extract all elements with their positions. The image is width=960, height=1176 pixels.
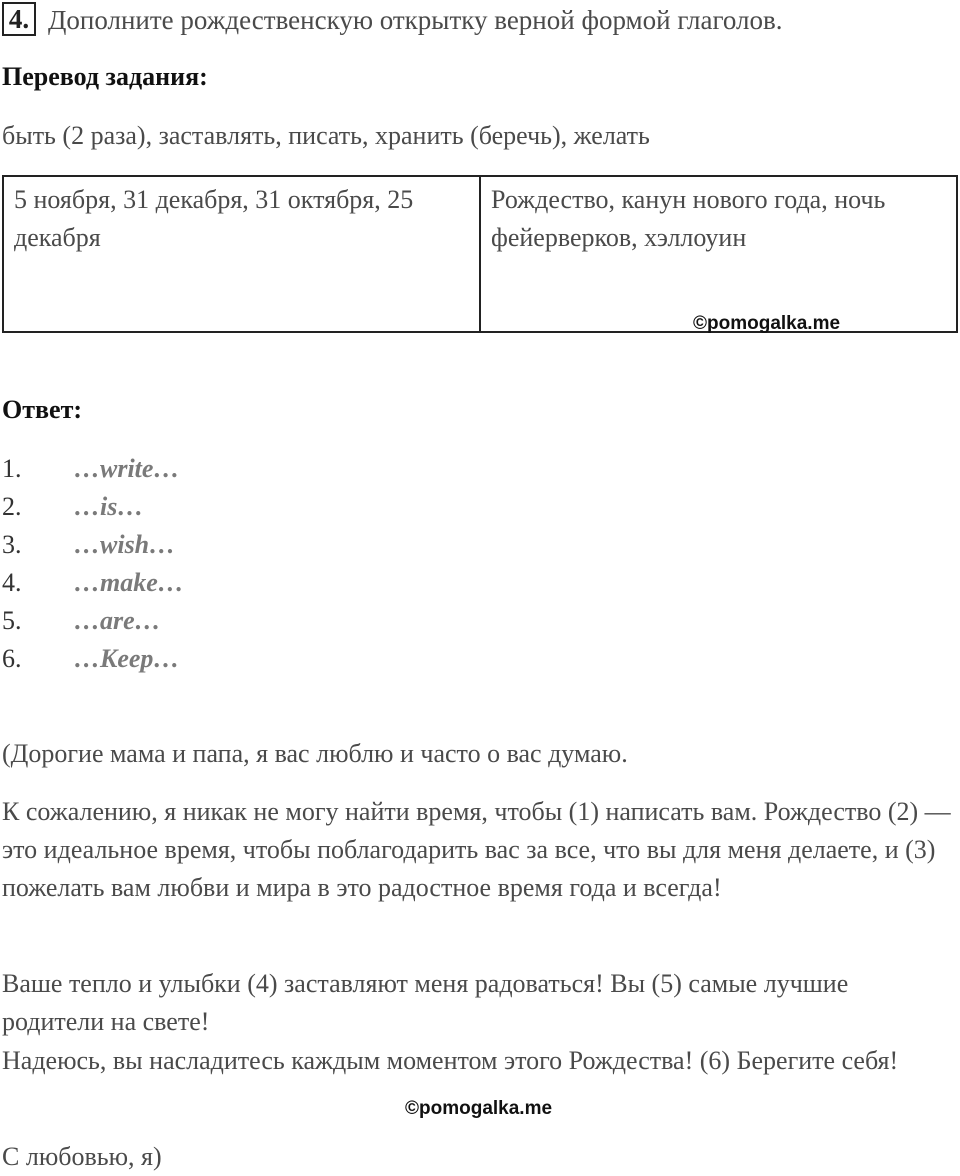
letter-signoff: С любовью, я) (2, 1142, 162, 1171)
letter-paragraph-3: Надеюсь, вы насладитесь каждым моментом этого Рождества! (6) Берегите себя! (2, 1046, 899, 1075)
task-number-box: 4. (2, 2, 36, 36)
letter-paragraph-2: Ваше тепло и улыбки (4) заставляют меня радоваться! Вы (5) самые лучшие родители на свете! (2, 969, 849, 1036)
watermark: ©pomogalka.me (693, 313, 841, 334)
list-item: 6. …Keep… (2, 644, 180, 673)
list-item: 4. …make… (2, 568, 184, 597)
list-item: 3. …wish… (2, 530, 176, 559)
holidays-text: Рождество, канун нового года, ночь фейерверков, хэллоуин (491, 185, 886, 252)
vocabulary-table (2, 175, 958, 333)
task-instruction: Дополните рождественскую открытку верной формой глаголов. (48, 5, 783, 35)
translation-heading: Перевод задания: (2, 62, 208, 91)
letter-paragraph-1: К сожалению, я никак не могу найти время, чтобы (1) написать вам. Рождество (2) — это идеальное время, чтобы поблагодарить вас за все, что вы для меня делаете, и (3) пожелать вам любви и мира в это радостное время года и всегда! (2, 797, 951, 902)
watermark-bottom: ©pomogalka.me (405, 1098, 553, 1119)
answer-list (2, 450, 184, 678)
letter-greeting: (Дорогие мама и папа, я вас люблю и часто о вас думаю. (2, 739, 628, 768)
list-item: 5. …are… (2, 606, 161, 635)
list-item: 2. …is… (2, 492, 144, 521)
dates-text: 5 ноября, 31 декабря, 31 октября, 25 декабря (14, 185, 414, 252)
holidays-cell (480, 176, 957, 332)
list-item: 1. …write… (2, 454, 180, 483)
dates-cell (3, 176, 480, 332)
task-instruction-line (2, 2, 783, 38)
verb-list: быть (2 раза), заставлять, писать, хранить (беречь), желать (2, 121, 650, 150)
answer-heading: Ответ: (2, 395, 83, 424)
